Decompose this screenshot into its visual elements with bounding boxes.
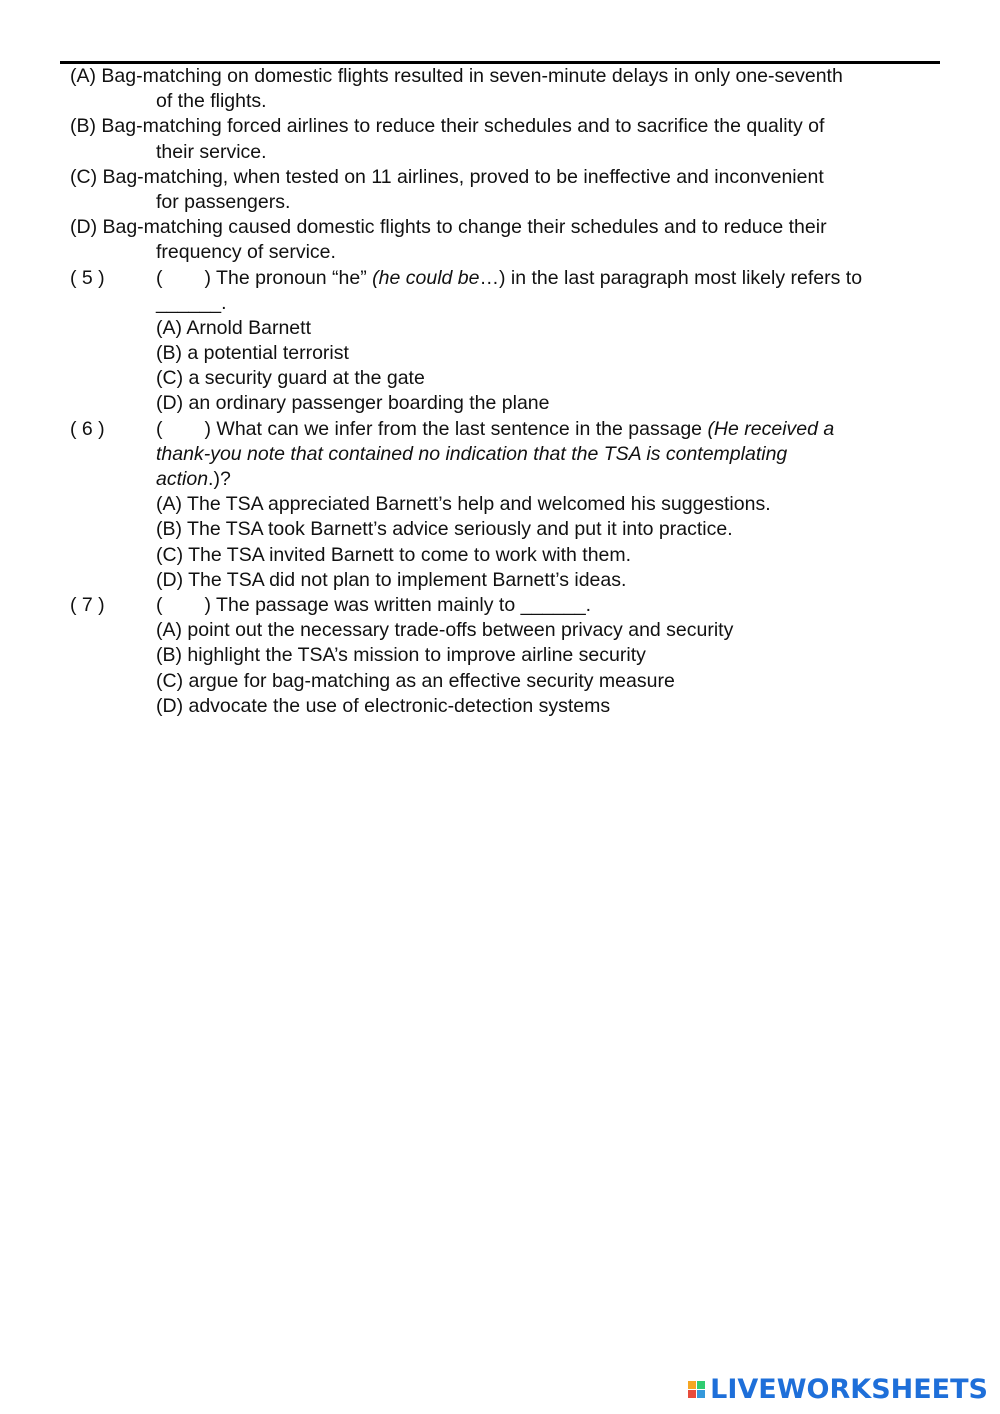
prev-question-options <box>70 64 940 266</box>
option-c-cont: for passengers. <box>156 190 291 213</box>
option-b-cont: their service. <box>156 140 267 163</box>
logo-text: LIVEWORKSHEETS <box>710 1373 988 1405</box>
question-7-stem: ( 7 ) ( ) The passage was written mainly to ______. <box>70 593 940 618</box>
question-6-stem-cont-2: action.)? <box>156 468 231 490</box>
logo-square-4 <box>697 1390 705 1398</box>
worksheet-content <box>70 64 940 719</box>
option-a-cont: of the flights. <box>156 90 267 113</box>
q7-option-a: (A) point out the necessary trade-offs between privacy and security <box>156 619 734 642</box>
q5-option-c: (C) a security guard at the gate <box>156 367 425 390</box>
question-5-stem-cont: ______. <box>156 291 227 314</box>
q7-option-c: (C) argue for bag-matching as an effective security measure <box>156 669 675 692</box>
q5-option-b: (B) a potential terrorist <box>156 342 349 365</box>
logo-square-3 <box>688 1390 696 1398</box>
option-b: (B) Bag-matching forced airlines to reduce their schedules and to sacrifice the quality of <box>70 115 825 138</box>
question-7-number: ( 7 ) <box>70 593 105 616</box>
q5-option-d: (D) an ordinary passenger boarding the plane <box>156 392 550 415</box>
question-6-stem-cont-1: thank-you note that contained no indication that the TSA is contemplating <box>156 442 788 465</box>
question-5-stem: ( 5 ) ( ) The pronoun “he” (he could be…) in the last paragraph most likely refers to <box>70 266 940 291</box>
q6-option-b: (B) The TSA took Barnett’s advice seriously and put it into practice. <box>156 518 733 541</box>
q5-option-a: (A) Arnold Barnett <box>156 316 311 339</box>
question-6-number: ( 6 ) <box>70 417 105 440</box>
q6-option-d: (D) The TSA did not plan to implement Barnett’s ideas. <box>156 568 627 591</box>
logo-square-1 <box>688 1381 696 1389</box>
q6-option-a: (A) The TSA appreciated Barnett’s help and welcomed his suggestions. <box>156 493 771 516</box>
option-a: (A) Bag-matching on domestic flights resulted in seven-minute delays in only one-seventh <box>70 65 843 87</box>
logo-square-2 <box>697 1381 705 1389</box>
q7-option-b: (B) highlight the TSA’s mission to improve airline security <box>156 644 646 667</box>
question-5 <box>70 266 940 417</box>
question-5-number: ( 5 ) <box>70 266 105 289</box>
logo-mark-icon <box>688 1381 705 1398</box>
option-d: (D) Bag-matching caused domestic flights to change their schedules and to reduce their <box>70 216 827 239</box>
question-7 <box>70 593 940 719</box>
q7-option-d: (D) advocate the use of electronic-detection systems <box>156 694 611 717</box>
option-c: (C) Bag-matching, when tested on 11 airlines, proved to be ineffective and inconvenient <box>70 165 824 188</box>
q6-option-c: (C) The TSA invited Barnett to come to work with them. <box>156 543 632 566</box>
question-6 <box>70 417 940 593</box>
question-6-stem: ( 6 ) ( ) What can we infer from the last sentence in the passage (He received a <box>70 417 940 442</box>
option-d-cont: frequency of service. <box>156 241 336 264</box>
liveworksheets-logo[interactable] <box>688 1374 988 1404</box>
